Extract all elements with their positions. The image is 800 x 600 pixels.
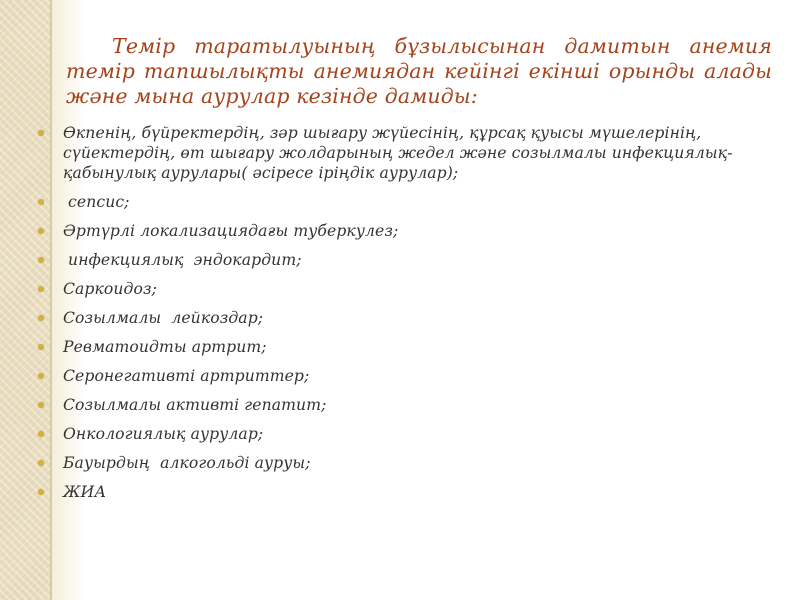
bullet-dot-icon [38,199,44,205]
bullet-dot-icon [38,315,44,321]
list-item [38,366,758,386]
list-item-text: ЖИА [63,483,107,501]
list-item-text: Ревматоидты артрит; [63,338,267,356]
list-item [38,337,758,357]
list-item [38,453,758,473]
bullet-dot-icon [38,373,44,379]
list-item [38,482,758,502]
list-item-text: Серонегативті артриттер; [63,367,310,385]
list-item-text: Онкологиялық аурулар; [63,425,264,443]
list-item [38,192,758,212]
list-item-text: сепсис; [63,193,130,211]
bullet-dot-icon [38,402,44,408]
list-item [38,308,758,328]
list-item [38,395,758,415]
slide-title: Темір таратылуының бұзылысынан дамитын анемия темір тапшылықты анемиядан кейінгі екінші орынды алады және мына аурулар кезінде дамиды: [66,34,772,108]
bullet-dot-icon [38,257,44,263]
list-item [38,221,758,241]
bullet-dot-icon [38,344,44,350]
bullet-dot-icon [38,286,44,292]
bullet-list [38,123,758,502]
list-item [38,250,758,270]
list-item-text: Бауырдың алкогольді ауруы; [63,454,311,472]
list-item-text: Өкпенің, бүйректердің, зәр шығару жүйесінің, құрсақ қуысы мүшелерінің, сүйектердің, өт шығару жолдарының жедел және созылмалы инфекциялық- қабынулық аурулары( әсіресе іріңдік аурулар); [63,124,733,182]
bullet-dot-icon [38,431,44,437]
list-item [38,279,758,299]
list-item [38,424,758,444]
list-item-text: инфекциялық эндокардит; [63,251,302,269]
list-item [38,123,758,183]
list-item-text: Созылмалы активті гепатит; [63,396,327,414]
list-item-text: Созылмалы лейкоздар; [63,309,264,327]
bullet-dot-icon [38,460,44,466]
list-item-text: Әртүрлі локализациядағы туберкулез; [63,222,399,240]
bullet-dot-icon [38,489,44,495]
list-item-text: Саркоидоз; [63,280,157,298]
bullet-dot-icon [38,228,44,234]
bullet-dot-icon [38,130,44,136]
